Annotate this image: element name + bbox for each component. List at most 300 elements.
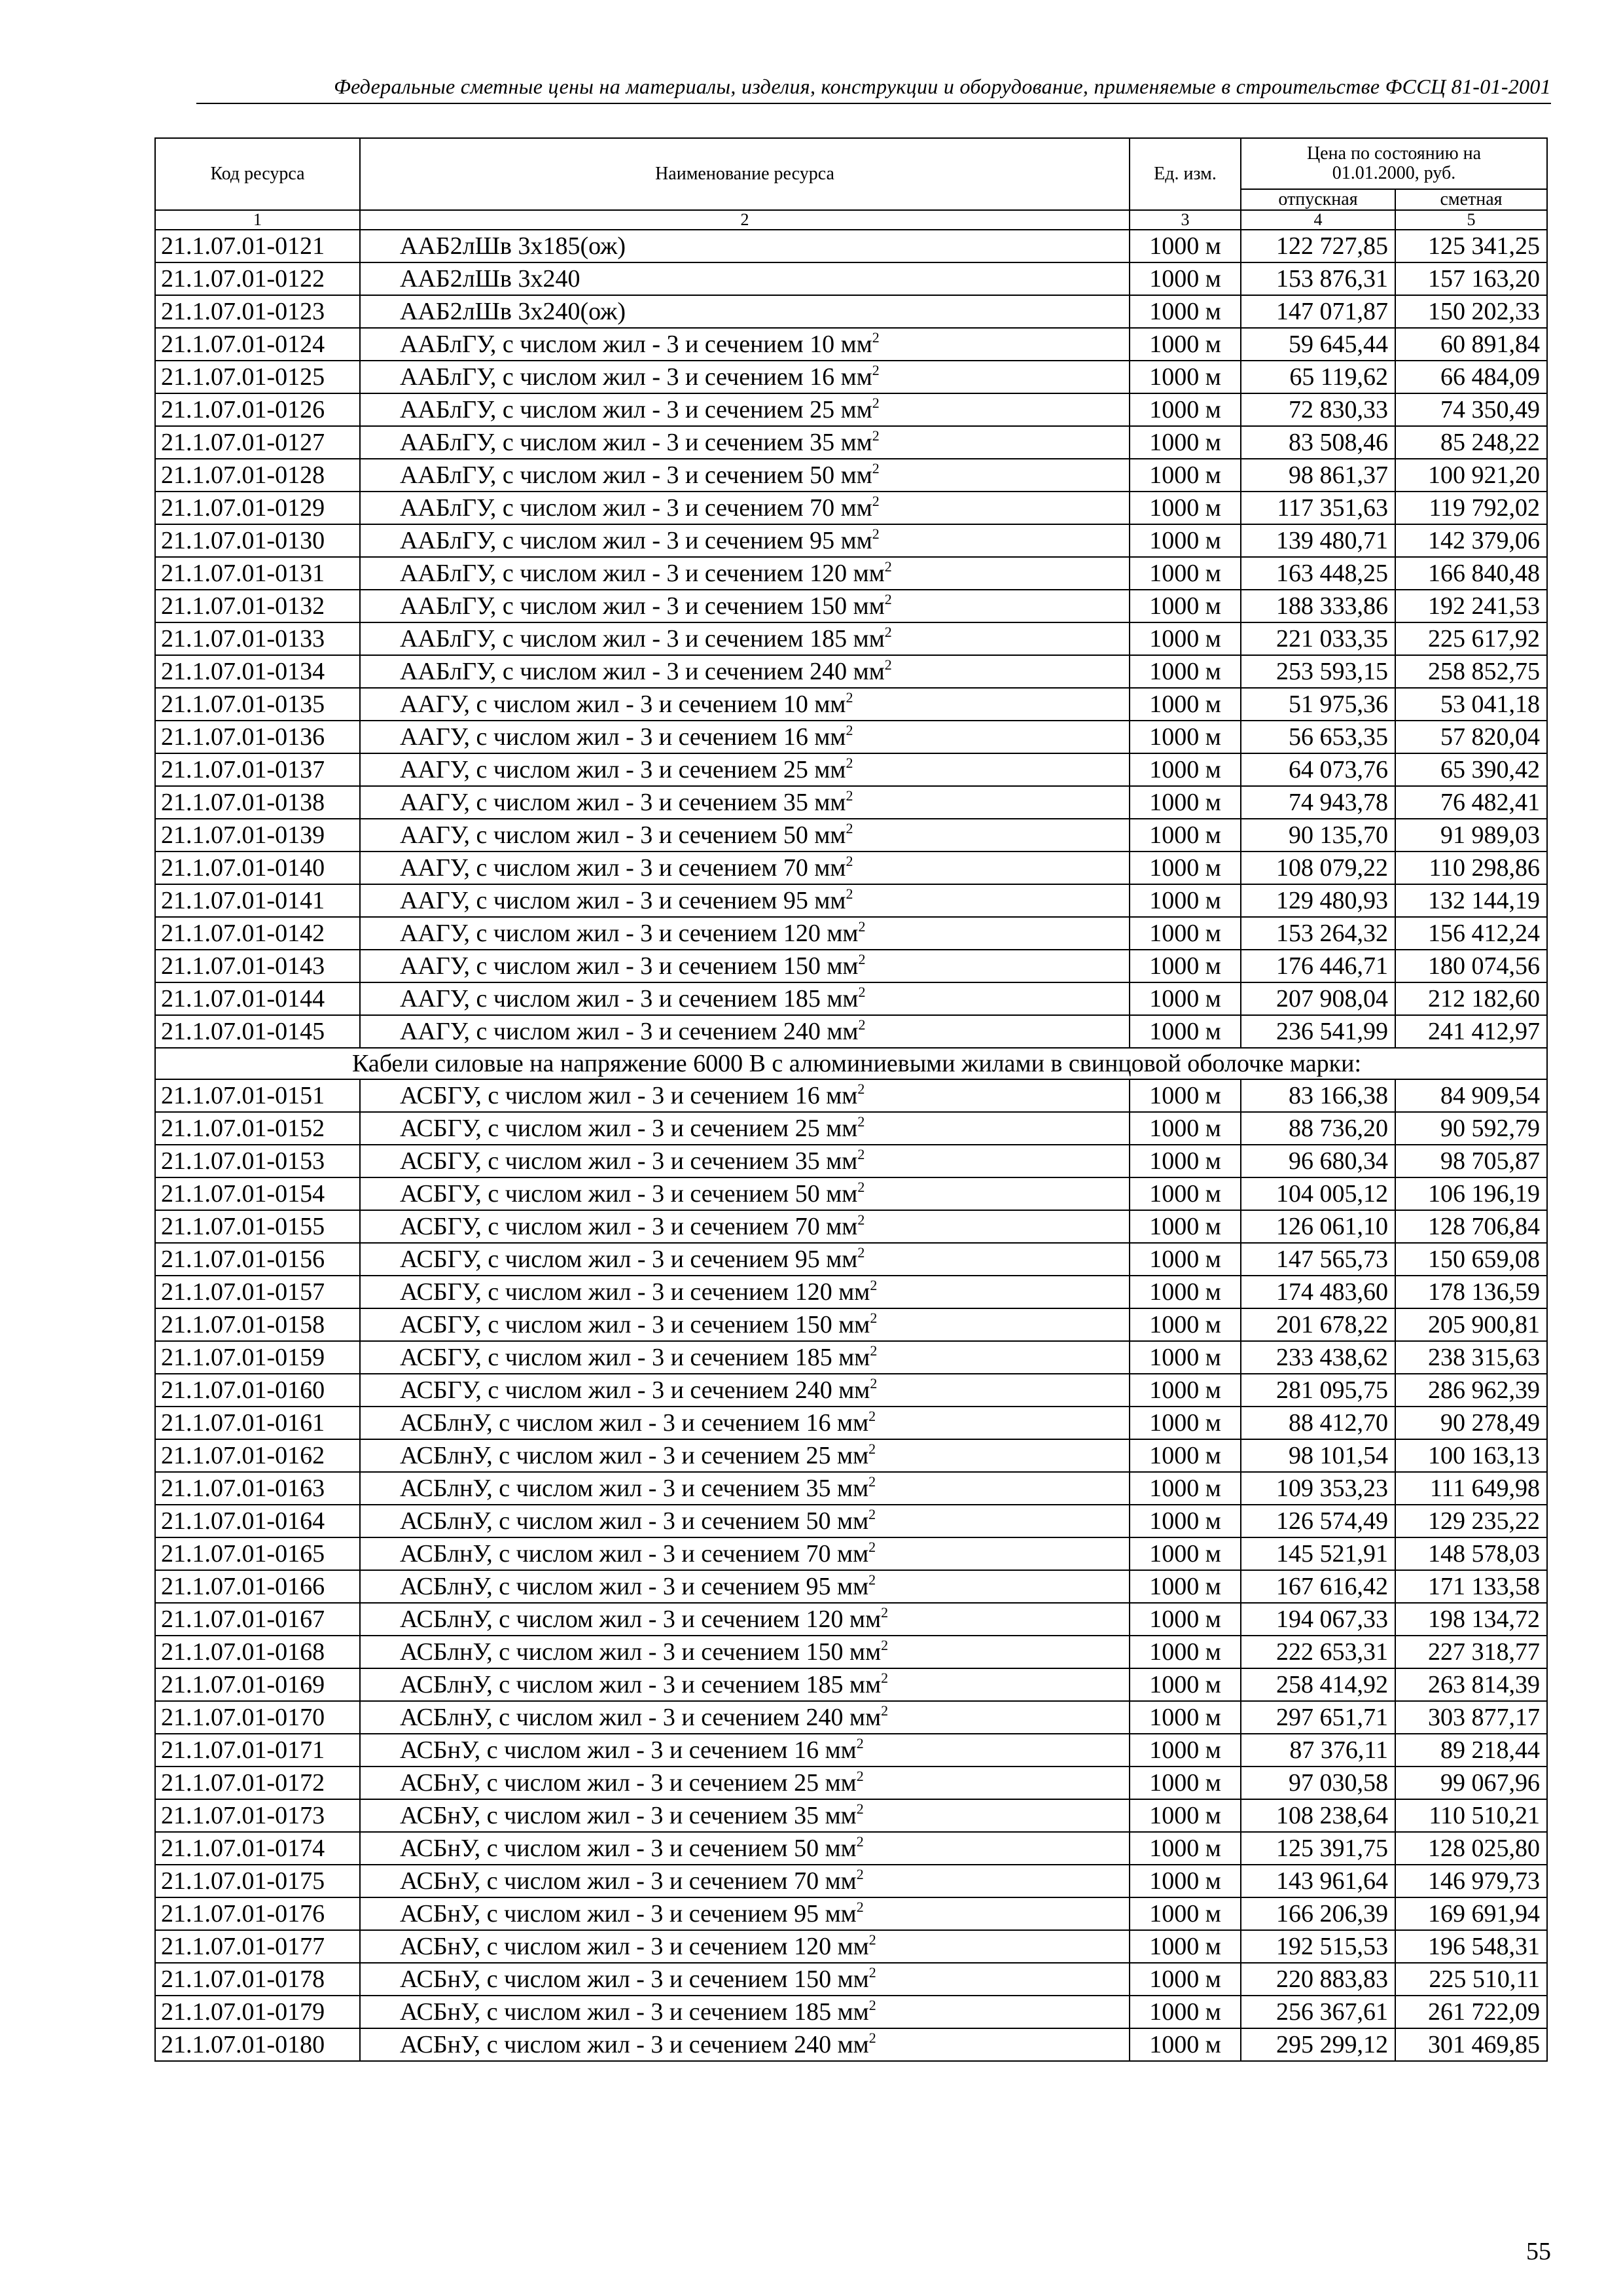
unit-text: 1000 м (1149, 789, 1221, 816)
resource-name-text: ААБлГУ, с числом жил - 3 и сечением 120 мм (400, 560, 885, 587)
resource-name-text: ААБлГУ, с числом жил - 3 и сечением 50 мм (400, 461, 872, 489)
resource-name-cell (360, 1308, 1130, 1341)
table-row (155, 721, 1547, 753)
resource-code-text: 21.1.07.01-0168 (161, 1638, 325, 1666)
release-price-cell (1241, 2028, 1395, 2061)
estimate-price-text: 156 412,24 (1428, 920, 1540, 947)
estimate-price-cell (1395, 1897, 1547, 1930)
resource-code-cell (155, 1865, 360, 1897)
unit-superscript: 2 (872, 329, 880, 346)
resource-name-text: АСБнУ, с числом жил - 3 и сечением 120 мм (400, 1933, 869, 1960)
section-title: Кабели силовые на напряжение 6000 В с алюминиевыми жилами в свинцовой оболочке марки: (155, 1048, 1547, 1079)
resource-code-text: 21.1.07.01-0129 (161, 494, 325, 522)
estimate-price-text: 178 136,59 (1428, 1278, 1540, 1306)
unit-text: 1000 м (1149, 1671, 1221, 1698)
unit-superscript: 2 (868, 1997, 876, 2013)
resource-code-text: 21.1.07.01-0137 (161, 756, 325, 783)
release-price-text: 83 508,46 (1289, 429, 1388, 456)
resource-name-text: ААБ2лШв 3х240 (400, 265, 580, 293)
table-row (155, 1799, 1547, 1832)
table-row (155, 1308, 1547, 1341)
unit-superscript: 2 (870, 1375, 878, 1391)
unit-text: 1000 м (1149, 821, 1221, 849)
unit-cell (1130, 1636, 1241, 1668)
estimate-price-text: 76 482,41 (1440, 789, 1540, 816)
resource-code-text: 21.1.07.01-0169 (161, 1671, 325, 1698)
estimate-price-text: 128 706,84 (1428, 1213, 1540, 1240)
estimate-price-text: 119 792,02 (1429, 494, 1540, 522)
unit-cell (1130, 1210, 1241, 1243)
estimate-price-text: 301 469,85 (1428, 2031, 1540, 2058)
resource-code-text: 21.1.07.01-0126 (161, 396, 325, 423)
resource-code-text: 21.1.07.01-0170 (161, 1704, 325, 1731)
estimate-price-text: 150 202,33 (1428, 298, 1540, 325)
unit-cell (1130, 1963, 1241, 1996)
table-row (155, 786, 1547, 819)
release-price-cell (1241, 1734, 1395, 1767)
resource-name-cell (360, 426, 1130, 459)
unit-superscript: 2 (846, 853, 853, 869)
resource-code-cell (155, 361, 360, 393)
estimate-price-cell (1395, 917, 1547, 950)
release-price-text: 90 135,70 (1289, 821, 1388, 849)
estimate-price-text: 198 134,72 (1428, 1605, 1540, 1633)
unit-superscript: 2 (858, 951, 866, 967)
table-row (155, 1177, 1547, 1210)
unit-superscript: 2 (872, 526, 880, 542)
price-table (154, 137, 1548, 2062)
estimate-price-cell (1395, 295, 1547, 328)
release-price-cell (1241, 1145, 1395, 1177)
release-price-cell (1241, 1799, 1395, 1832)
unit-text: 1000 м (1149, 494, 1221, 522)
release-price-text: 87 376,11 (1289, 1736, 1388, 1764)
unit-text: 1000 м (1149, 1180, 1221, 1208)
unit-cell (1130, 1570, 1241, 1603)
resource-code-text: 21.1.07.01-0139 (161, 821, 325, 849)
resource-code-text: 21.1.07.01-0166 (161, 1573, 325, 1600)
resource-code-cell (155, 1308, 360, 1341)
unit-superscript: 2 (857, 1113, 865, 1130)
resource-code-text: 21.1.07.01-0138 (161, 789, 325, 816)
release-price-text: 253 593,15 (1276, 658, 1388, 685)
resource-code-cell (155, 230, 360, 262)
table-row (155, 1701, 1547, 1734)
estimate-price-text: 110 510,21 (1429, 1802, 1540, 1829)
release-price-text: 295 299,12 (1276, 2031, 1388, 2058)
unit-cell (1130, 1799, 1241, 1832)
unit-superscript: 2 (881, 1604, 889, 1621)
resource-code-cell (155, 917, 360, 950)
estimate-price-cell (1395, 262, 1547, 295)
resource-name-cell (360, 1570, 1130, 1603)
unit-cell (1130, 1897, 1241, 1930)
release-price-text: 108 079,22 (1276, 854, 1388, 882)
resource-code-cell (155, 295, 360, 328)
unit-cell (1130, 1079, 1241, 1112)
unit-superscript: 2 (846, 689, 853, 706)
resource-name-text: АСБлнУ, с числом жил - 3 и сечением 16 мм (400, 1409, 869, 1437)
unit-text: 1000 м (1149, 331, 1221, 358)
release-price-text: 108 238,64 (1276, 1802, 1388, 1829)
unit-text: 1000 м (1149, 1442, 1221, 1469)
unit-text: 1000 м (1149, 1540, 1221, 1568)
table-row (155, 1374, 1547, 1407)
release-price-cell (1241, 1537, 1395, 1570)
unit-text: 1000 м (1149, 887, 1221, 914)
unit-superscript: 2 (856, 1768, 864, 1784)
estimate-price-text: 106 196,19 (1428, 1180, 1540, 1208)
resource-code-cell (155, 1145, 360, 1177)
header-code: Код ресурса (155, 138, 360, 210)
estimate-price-text: 212 182,60 (1428, 985, 1540, 1013)
table-row (155, 1996, 1547, 2028)
resource-name-text: АСБлнУ, с числом жил - 3 и сечением 240 мм (400, 1704, 882, 1731)
unit-text: 1000 м (1149, 592, 1221, 620)
release-price-cell (1241, 1439, 1395, 1472)
estimate-price-cell (1395, 1341, 1547, 1374)
resource-name-cell (360, 1276, 1130, 1308)
unit-text: 1000 м (1149, 1965, 1221, 1993)
estimate-price-cell (1395, 1276, 1547, 1308)
resource-name-text: ААГУ, с числом жил - 3 и сечением 95 мм (400, 887, 846, 914)
table-row (155, 426, 1547, 459)
table-row (155, 2028, 1547, 2061)
estimate-price-text: 89 218,44 (1440, 1736, 1540, 1764)
resource-name-cell (360, 1505, 1130, 1537)
unit-text: 1000 м (1149, 756, 1221, 783)
resource-name-cell (360, 721, 1130, 753)
release-price-cell (1241, 492, 1395, 524)
unit-text: 1000 м (1149, 1900, 1221, 1928)
release-price-text: 194 067,33 (1276, 1605, 1388, 1633)
resource-code-cell (155, 1930, 360, 1963)
resource-code-cell (155, 721, 360, 753)
unit-text: 1000 м (1149, 1278, 1221, 1306)
estimate-price-cell (1395, 1079, 1547, 1112)
release-price-cell (1241, 1996, 1395, 2028)
resource-code-text: 21.1.07.01-0172 (161, 1769, 325, 1797)
estimate-price-cell (1395, 590, 1547, 622)
resource-name-text: ААБлГУ, с числом жил - 3 и сечением 35 мм (400, 429, 872, 456)
resource-name-text: АСБлнУ, с числом жил - 3 и сечением 185 мм (400, 1671, 882, 1698)
resource-name-text: ААГУ, с числом жил - 3 и сечением 50 мм (400, 821, 846, 849)
resource-name-cell (360, 262, 1130, 295)
unit-superscript: 2 (858, 1016, 866, 1033)
resource-name-cell (360, 950, 1130, 982)
table-row (155, 622, 1547, 655)
estimate-price-cell (1395, 393, 1547, 426)
resource-code-cell (155, 786, 360, 819)
unit-cell (1130, 1505, 1241, 1537)
resource-code-text: 21.1.07.01-0155 (161, 1213, 325, 1240)
table-row (155, 1079, 1547, 1112)
resource-name-text: АСБГУ, с числом жил - 3 и сечением 240 мм (400, 1376, 870, 1404)
estimate-price-cell (1395, 1930, 1547, 1963)
resource-code-text: 21.1.07.01-0180 (161, 2031, 325, 2058)
resource-name-cell (360, 982, 1130, 1015)
resource-code-cell (155, 1407, 360, 1439)
resource-code-text: 21.1.07.01-0175 (161, 1867, 325, 1895)
unit-superscript: 2 (881, 1637, 889, 1653)
unit-superscript: 2 (872, 395, 880, 411)
estimate-price-text: 60 891,84 (1440, 331, 1540, 358)
estimate-price-cell (1395, 688, 1547, 721)
column-number: 3 (1130, 210, 1241, 230)
release-price-cell (1241, 459, 1395, 492)
resource-name-cell (360, 622, 1130, 655)
estimate-price-text: 111 649,98 (1429, 1475, 1540, 1502)
resource-code-text: 21.1.07.01-0144 (161, 985, 325, 1013)
resource-name-text: ААБлГУ, с числом жил - 3 и сечением 25 мм (400, 396, 872, 423)
resource-code-text: 21.1.07.01-0167 (161, 1605, 325, 1633)
resource-name-cell (360, 1243, 1130, 1276)
unit-text: 1000 м (1149, 429, 1221, 456)
release-price-cell (1241, 1308, 1395, 1341)
unit-cell (1130, 622, 1241, 655)
resource-code-cell (155, 1112, 360, 1145)
estimate-price-text: 238 315,63 (1428, 1344, 1540, 1371)
estimate-price-text: 74 350,49 (1440, 396, 1540, 423)
unit-superscript: 2 (868, 1506, 876, 1522)
unit-superscript: 2 (858, 984, 866, 1000)
release-price-text: 129 480,93 (1276, 887, 1388, 914)
unit-text: 1000 м (1149, 1507, 1221, 1535)
unit-text: 1000 м (1149, 952, 1221, 980)
release-price-cell (1241, 1570, 1395, 1603)
resource-name-cell (360, 1177, 1130, 1210)
estimate-price-text: 196 548,31 (1428, 1933, 1540, 1960)
unit-superscript: 2 (858, 918, 866, 935)
resource-name-text: АСБлнУ, с числом жил - 3 и сечением 50 мм (400, 1507, 869, 1535)
unit-text: 1000 м (1149, 1769, 1221, 1797)
table-row (155, 295, 1547, 328)
unit-cell (1130, 786, 1241, 819)
release-price-cell (1241, 1210, 1395, 1243)
resource-name-cell (360, 295, 1130, 328)
unit-superscript: 2 (857, 1081, 865, 1097)
estimate-price-text: 100 921,20 (1428, 461, 1540, 489)
release-price-cell (1241, 426, 1395, 459)
resource-name-text: ААБлГУ, с числом жил - 3 и сечением 185 мм (400, 625, 885, 653)
release-price-text: 297 651,71 (1276, 1704, 1388, 1731)
unit-superscript: 2 (868, 1931, 876, 1948)
unit-superscript: 2 (856, 1833, 864, 1850)
unit-cell (1130, 524, 1241, 557)
resource-name-text: АСБГУ, с числом жил - 3 и сечением 50 мм (400, 1180, 858, 1208)
unit-superscript: 2 (856, 1735, 864, 1751)
release-price-cell (1241, 1603, 1395, 1636)
estimate-price-cell (1395, 1570, 1547, 1603)
unit-cell (1130, 1276, 1241, 1308)
resource-code-text: 21.1.07.01-0141 (161, 887, 325, 914)
estimate-price-text: 146 979,73 (1428, 1867, 1540, 1895)
resource-name-cell (360, 1734, 1130, 1767)
estimate-price-text: 225 510,11 (1429, 1965, 1540, 1993)
resource-code-text: 21.1.07.01-0135 (161, 691, 325, 718)
estimate-price-text: 85 248,22 (1440, 429, 1540, 456)
unit-superscript: 2 (856, 1899, 864, 1915)
resource-code-text: 21.1.07.01-0159 (161, 1344, 325, 1371)
resource-code-cell (155, 1537, 360, 1570)
estimate-price-cell (1395, 655, 1547, 688)
resource-name-text: ААГУ, с числом жил - 3 и сечением 16 мм (400, 723, 846, 751)
resource-code-text: 21.1.07.01-0164 (161, 1507, 325, 1535)
unit-text: 1000 м (1149, 2031, 1221, 2058)
unit-cell (1130, 1767, 1241, 1799)
release-price-cell (1241, 1636, 1395, 1668)
release-price-text: 139 480,71 (1276, 527, 1388, 554)
resource-name-cell (360, 655, 1130, 688)
table-row (155, 688, 1547, 721)
unit-text: 1000 м (1149, 265, 1221, 293)
resource-name-text: АСБлнУ, с числом жил - 3 и сечением 25 мм (400, 1442, 869, 1469)
unit-superscript: 2 (857, 1211, 865, 1228)
unit-cell (1130, 1374, 1241, 1407)
release-price-cell (1241, 1177, 1395, 1210)
unit-text: 1000 м (1149, 1018, 1221, 1045)
release-price-cell (1241, 1767, 1395, 1799)
resource-code-text: 21.1.07.01-0161 (161, 1409, 325, 1437)
unit-text: 1000 м (1149, 1082, 1221, 1109)
unit-text: 1000 м (1149, 1867, 1221, 1895)
release-price-cell (1241, 688, 1395, 721)
resource-code-text: 21.1.07.01-0123 (161, 298, 325, 325)
unit-cell (1130, 393, 1241, 426)
unit-cell (1130, 655, 1241, 688)
release-price-cell (1241, 1865, 1395, 1897)
resource-name-text: АСБГУ, с числом жил - 3 и сечением 16 мм (400, 1082, 858, 1109)
release-price-text: 147 565,73 (1276, 1246, 1388, 1273)
estimate-price-cell (1395, 492, 1547, 524)
resource-name-text: ААГУ, с числом жил - 3 и сечением 70 мм (400, 854, 846, 882)
resource-code-text: 21.1.07.01-0163 (161, 1475, 325, 1502)
estimate-price-cell (1395, 328, 1547, 361)
unit-cell (1130, 950, 1241, 982)
running-header: Федеральные сметные цены на материалы, изделия, конструкции и оборудование, применяемые в строительстве ФССЦ 81-01-2001 (334, 75, 1551, 98)
header-name: Наименование ресурса (360, 138, 1130, 210)
estimate-price-text: 180 074,56 (1428, 952, 1540, 980)
resource-name-cell (360, 819, 1130, 852)
release-price-cell (1241, 1668, 1395, 1701)
unit-text: 1000 м (1149, 298, 1221, 325)
release-price-cell (1241, 622, 1395, 655)
table-row (155, 1668, 1547, 1701)
unit-superscript: 2 (870, 1342, 878, 1359)
unit-cell (1130, 1112, 1241, 1145)
unit-text: 1000 м (1149, 985, 1221, 1013)
resource-code-cell (155, 622, 360, 655)
estimate-price-text: 84 909,54 (1440, 1082, 1540, 1109)
estimate-price-text: 90 592,79 (1440, 1115, 1540, 1142)
resource-name-cell (360, 1636, 1130, 1668)
release-price-text: 143 961,64 (1276, 1867, 1388, 1895)
resource-code-cell (155, 753, 360, 786)
release-price-text: 167 616,42 (1276, 1573, 1388, 1600)
unit-superscript: 2 (846, 787, 853, 804)
release-price-text: 59 645,44 (1289, 331, 1388, 358)
table-row (155, 492, 1547, 524)
resource-code-text: 21.1.07.01-0136 (161, 723, 325, 751)
release-price-cell (1241, 393, 1395, 426)
resource-name-cell (360, 1603, 1130, 1636)
table-row (155, 917, 1547, 950)
resource-name-cell (360, 1996, 1130, 2028)
resource-code-cell (155, 1701, 360, 1734)
release-price-text: 163 448,25 (1276, 560, 1388, 587)
estimate-price-text: 65 390,42 (1440, 756, 1540, 783)
table-row (155, 1505, 1547, 1537)
unit-text: 1000 м (1149, 854, 1221, 882)
unit-text: 1000 м (1149, 1736, 1221, 1764)
release-price-text: 176 446,71 (1276, 952, 1388, 980)
estimate-price-cell (1395, 884, 1547, 917)
release-price-cell (1241, 1407, 1395, 1439)
resource-name-cell (360, 524, 1130, 557)
resource-code-cell (155, 557, 360, 590)
resource-name-text: ААБ2лШв 3х240(ож) (400, 298, 626, 325)
estimate-price-text: 128 025,80 (1428, 1835, 1540, 1862)
unit-cell (1130, 982, 1241, 1015)
table-row (155, 982, 1547, 1015)
unit-text: 1000 м (1149, 396, 1221, 423)
table-row (155, 557, 1547, 590)
resource-code-cell (155, 1374, 360, 1407)
resource-name-cell (360, 1832, 1130, 1865)
resource-code-cell (155, 1177, 360, 1210)
unit-cell (1130, 1145, 1241, 1177)
resource-name-text: ААГУ, с числом жил - 3 и сечением 35 мм (400, 789, 846, 816)
estimate-price-cell (1395, 1767, 1547, 1799)
estimate-price-cell (1395, 950, 1547, 982)
unit-superscript: 2 (856, 1866, 864, 1882)
unit-superscript: 2 (868, 1539, 876, 1555)
resource-code-text: 21.1.07.01-0177 (161, 1933, 325, 1960)
unit-text: 1000 м (1149, 1475, 1221, 1502)
estimate-price-text: 125 341,25 (1428, 232, 1540, 260)
resource-name-cell (360, 1015, 1130, 1048)
page-number: 55 (1526, 2238, 1551, 2265)
table-row (155, 1015, 1547, 1048)
estimate-price-cell (1395, 1177, 1547, 1210)
resource-code-cell (155, 1668, 360, 1701)
release-price-cell (1241, 950, 1395, 982)
resource-name-cell (360, 786, 1130, 819)
estimate-price-cell (1395, 1603, 1547, 1636)
unit-text: 1000 м (1149, 1704, 1221, 1731)
unit-text: 1000 м (1149, 461, 1221, 489)
release-price-text: 201 678,22 (1276, 1311, 1388, 1338)
release-price-cell (1241, 230, 1395, 262)
unit-superscript: 2 (868, 1408, 876, 1424)
resource-code-text: 21.1.07.01-0133 (161, 625, 325, 653)
resource-name-text: ААГУ, с числом жил - 3 и сечением 10 мм (400, 691, 846, 718)
estimate-price-cell (1395, 426, 1547, 459)
unit-text: 1000 м (1149, 363, 1221, 391)
release-price-text: 147 071,87 (1276, 298, 1388, 325)
resource-name-text: АСБнУ, с числом жил - 3 и сечением 50 мм (400, 1835, 857, 1862)
unit-text: 1000 м (1149, 1573, 1221, 1600)
unit-cell (1130, 917, 1241, 950)
table-header (155, 138, 1547, 230)
release-price-text: 222 653,31 (1276, 1638, 1388, 1666)
table-row (155, 1865, 1547, 1897)
resource-name-text: АСБлнУ, с числом жил - 3 и сечением 70 мм (400, 1540, 869, 1568)
unit-text: 1000 м (1149, 1376, 1221, 1404)
resource-code-text: 21.1.07.01-0178 (161, 1965, 325, 1993)
header-rule (196, 103, 1551, 104)
resource-name-cell (360, 753, 1130, 786)
